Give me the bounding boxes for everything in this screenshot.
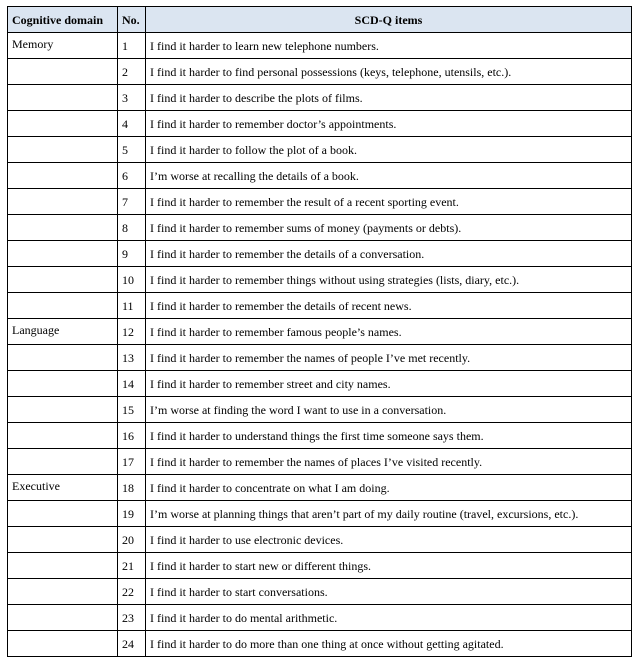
domain-cell xyxy=(8,189,118,215)
table-row xyxy=(8,345,632,371)
table-row xyxy=(8,475,632,501)
table-row xyxy=(8,293,632,319)
domain-cell xyxy=(8,579,118,605)
domain-cell xyxy=(8,397,118,423)
item-text: I find it harder to concentrate on what I am doing. xyxy=(146,475,632,501)
item-text: I find it harder to remember things without using strategies (lists, diary, etc.). xyxy=(146,267,632,293)
item-text: I find it harder to follow the plot of a book. xyxy=(146,137,632,163)
item-text: I’m worse at recalling the details of a book. xyxy=(146,163,632,189)
domain-cell xyxy=(8,293,118,319)
table-row xyxy=(8,189,632,215)
table-row xyxy=(8,215,632,241)
domain-cell xyxy=(8,605,118,631)
table-row xyxy=(8,397,632,423)
table-row xyxy=(8,33,632,59)
item-number: 7 xyxy=(118,189,146,215)
domain-cell: Executive xyxy=(8,475,118,501)
item-number: 6 xyxy=(118,163,146,189)
header-items: SCD-Q items xyxy=(146,7,632,33)
table-row xyxy=(8,501,632,527)
item-text: I find it harder to remember street and city names. xyxy=(146,371,632,397)
item-number: 22 xyxy=(118,579,146,605)
domain-cell xyxy=(8,423,118,449)
scdq-table xyxy=(7,6,632,657)
item-number: 21 xyxy=(118,553,146,579)
item-text: I’m worse at finding the word I want to use in a conversation. xyxy=(146,397,632,423)
item-text: I find it harder to remember the names of places I’ve visited recently. xyxy=(146,449,632,475)
table-row xyxy=(8,423,632,449)
table-row xyxy=(8,579,632,605)
table-row xyxy=(8,59,632,85)
item-text: I find it harder to do more than one thing at once without getting agitated. xyxy=(146,631,632,657)
item-number: 18 xyxy=(118,475,146,501)
item-number: 2 xyxy=(118,59,146,85)
item-text: I find it harder to remember the details of recent news. xyxy=(146,293,632,319)
table-row xyxy=(8,85,632,111)
table-row xyxy=(8,267,632,293)
domain-cell xyxy=(8,163,118,189)
header-domain: Cognitive domain xyxy=(8,7,118,33)
item-number: 5 xyxy=(118,137,146,163)
item-number: 10 xyxy=(118,267,146,293)
item-text: I find it harder to remember the details of a conversation. xyxy=(146,241,632,267)
item-text: I find it harder to remember doctor’s appointments. xyxy=(146,111,632,137)
table-row xyxy=(8,241,632,267)
header-no: No. xyxy=(118,7,146,33)
item-text: I find it harder to start conversations. xyxy=(146,579,632,605)
domain-cell xyxy=(8,449,118,475)
item-text: I find it harder to describe the plots of films. xyxy=(146,85,632,111)
domain-cell xyxy=(8,371,118,397)
item-number: 19 xyxy=(118,501,146,527)
item-text: I’m worse at planning things that aren’t part of my daily routine (travel, excursions, etc.). xyxy=(146,501,632,527)
item-number: 23 xyxy=(118,605,146,631)
table-row xyxy=(8,605,632,631)
item-number: 8 xyxy=(118,215,146,241)
domain-cell xyxy=(8,553,118,579)
domain-cell xyxy=(8,345,118,371)
domain-cell: Language xyxy=(8,319,118,345)
domain-cell xyxy=(8,215,118,241)
table-row xyxy=(8,319,632,345)
item-number: 17 xyxy=(118,449,146,475)
domain-cell: Memory xyxy=(8,33,118,59)
domain-cell xyxy=(8,267,118,293)
item-number: 1 xyxy=(118,33,146,59)
item-number: 11 xyxy=(118,293,146,319)
domain-cell xyxy=(8,631,118,657)
table-body xyxy=(8,33,632,657)
item-text: I find it harder to remember famous people’s names. xyxy=(146,319,632,345)
item-number: 14 xyxy=(118,371,146,397)
domain-cell xyxy=(8,85,118,111)
item-number: 15 xyxy=(118,397,146,423)
table-row xyxy=(8,449,632,475)
item-number: 16 xyxy=(118,423,146,449)
item-text: I find it harder to use electronic devices. xyxy=(146,527,632,553)
domain-cell xyxy=(8,137,118,163)
table-row xyxy=(8,163,632,189)
table-row xyxy=(8,631,632,657)
item-text: I find it harder to do mental arithmetic. xyxy=(146,605,632,631)
domain-cell xyxy=(8,241,118,267)
item-text: I find it harder to remember the names of people I’ve met recently. xyxy=(146,345,632,371)
table-row xyxy=(8,553,632,579)
item-number: 9 xyxy=(118,241,146,267)
domain-cell xyxy=(8,527,118,553)
domain-cell xyxy=(8,501,118,527)
item-number: 3 xyxy=(118,85,146,111)
item-text: I find it harder to find personal possessions (keys, telephone, utensils, etc.). xyxy=(146,59,632,85)
table-row xyxy=(8,371,632,397)
item-number: 12 xyxy=(118,319,146,345)
domain-cell xyxy=(8,59,118,85)
item-text: I find it harder to learn new telephone numbers. xyxy=(146,33,632,59)
item-text: I find it harder to remember the result of a recent sporting event. xyxy=(146,189,632,215)
item-text: I find it harder to remember sums of money (payments or debts). xyxy=(146,215,632,241)
item-number: 20 xyxy=(118,527,146,553)
item-text: I find it harder to understand things the first time someone says them. xyxy=(146,423,632,449)
item-text: I find it harder to start new or different things. xyxy=(146,553,632,579)
item-number: 24 xyxy=(118,631,146,657)
table-row xyxy=(8,527,632,553)
item-number: 13 xyxy=(118,345,146,371)
domain-cell xyxy=(8,111,118,137)
item-number: 4 xyxy=(118,111,146,137)
header-row xyxy=(8,7,632,33)
table-row xyxy=(8,137,632,163)
table-row xyxy=(8,111,632,137)
